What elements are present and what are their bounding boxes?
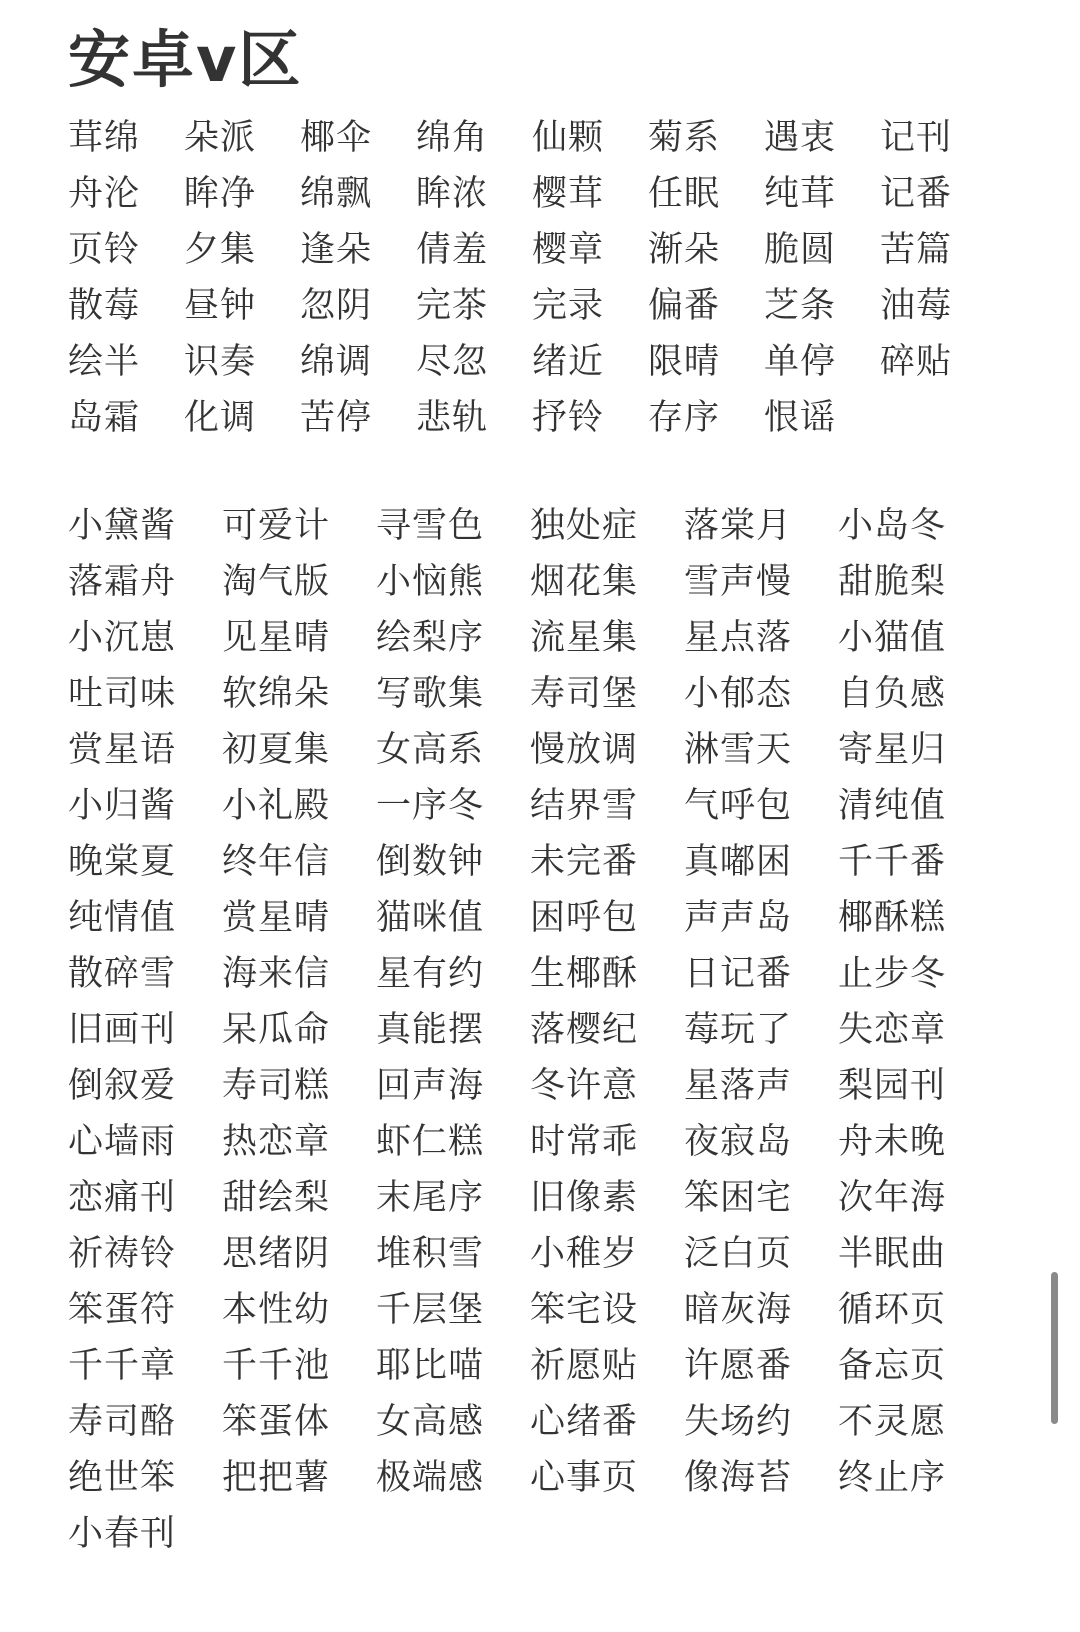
three-char-name-item: 暗灰海 [684, 1290, 793, 1330]
two-char-name-item: 绪近 [532, 342, 605, 382]
two-char-name-item: 倩羞 [416, 230, 489, 270]
two-char-name-item: 樱茸 [532, 174, 605, 214]
three-char-name-item: 小岛冬 [838, 506, 947, 546]
two-char-name-item: 限晴 [648, 342, 721, 382]
three-char-name-item: 甜绘梨 [222, 1178, 331, 1218]
three-char-name-item: 写歌集 [376, 674, 485, 714]
three-char-name-item: 心事页 [530, 1458, 639, 1498]
three-char-name-item: 女高系 [376, 730, 485, 770]
three-char-name-item: 祈愿贴 [530, 1346, 639, 1386]
two-char-name-item: 眸浓 [416, 174, 489, 214]
three-char-name-item: 终止序 [838, 1458, 947, 1498]
two-char-name-item: 记刊 [880, 118, 953, 158]
three-char-name-item: 赏星语 [68, 730, 177, 770]
three-char-name-item: 倒数钟 [376, 842, 485, 882]
three-char-name-item: 次年海 [838, 1178, 947, 1218]
two-char-name-item: 存序 [648, 398, 721, 438]
three-char-name-item: 淘气版 [222, 562, 331, 602]
vertical-scrollbar[interactable] [1051, 1272, 1058, 1424]
three-char-name-item: 热恋章 [222, 1122, 331, 1162]
two-char-name-item: 遇衷 [764, 118, 837, 158]
page-title: 安卓v区 [68, 23, 303, 96]
three-char-name-item: 许愿番 [684, 1346, 793, 1386]
two-char-name-grid [68, 110, 1028, 446]
three-char-name-item: 千千番 [838, 842, 947, 882]
three-char-name-item: 烟花集 [530, 562, 639, 602]
three-char-name-item: 千千章 [68, 1346, 177, 1386]
three-char-name-item: 纯情值 [68, 898, 177, 938]
three-char-name-item: 可爱计 [222, 506, 331, 546]
three-char-name-item: 小稚岁 [530, 1234, 639, 1274]
three-char-name-item: 小恼熊 [376, 562, 485, 602]
three-char-name-item: 失场约 [684, 1402, 793, 1442]
two-char-name-item: 芝条 [764, 286, 837, 326]
three-char-name-item: 回声海 [376, 1066, 485, 1106]
two-char-name-item: 完录 [532, 286, 605, 326]
three-char-name-item: 泛白页 [684, 1234, 793, 1274]
three-char-name-item: 寄星归 [838, 730, 947, 770]
three-char-name-item: 绘梨序 [376, 618, 485, 658]
three-char-name-item: 淋雪天 [684, 730, 793, 770]
two-char-name-item: 昼钟 [184, 286, 257, 326]
two-char-name-item: 油莓 [880, 286, 953, 326]
two-char-name-item: 椰伞 [300, 118, 373, 158]
three-char-name-item: 笨宅设 [530, 1290, 639, 1330]
three-char-name-item: 晚棠夏 [68, 842, 177, 882]
three-char-name-item: 堆积雪 [376, 1234, 485, 1274]
two-char-name-item: 绵飘 [300, 174, 373, 214]
three-char-name-item: 祈祷铃 [68, 1234, 177, 1274]
three-char-name-item: 小春刊 [68, 1514, 177, 1554]
two-char-name-item: 脆圆 [764, 230, 837, 270]
three-char-name-item: 真能摆 [376, 1010, 485, 1050]
two-char-name-item: 仙颗 [532, 118, 605, 158]
three-char-name-item: 清纯值 [838, 786, 947, 826]
three-char-name-item: 笨蛋符 [68, 1290, 177, 1330]
three-char-name-item: 寿司糕 [222, 1066, 331, 1106]
three-char-name-item: 舟未晚 [838, 1122, 947, 1162]
two-char-name-item: 抒铃 [532, 398, 605, 438]
three-char-name-item: 自负感 [838, 674, 947, 714]
three-char-name-item: 椰酥糕 [838, 898, 947, 938]
three-char-name-item: 心绪番 [530, 1402, 639, 1442]
three-char-name-item: 半眠曲 [838, 1234, 947, 1274]
three-char-name-item: 气呼包 [684, 786, 793, 826]
three-char-name-item: 见星晴 [222, 618, 331, 658]
three-char-name-item: 莓玩了 [684, 1010, 793, 1050]
three-char-name-item: 小沉崽 [68, 618, 177, 658]
name-list-page [68, 20, 1028, 1562]
three-char-name-item: 思绪阴 [222, 1234, 331, 1274]
three-char-name-item: 时常乖 [530, 1122, 639, 1162]
two-char-name-item: 化调 [184, 398, 257, 438]
three-char-name-item: 心墙雨 [68, 1122, 177, 1162]
three-char-name-item: 像海苔 [684, 1458, 793, 1498]
three-char-name-item: 流星集 [530, 618, 639, 658]
three-char-name-item: 星点落 [684, 618, 793, 658]
three-char-name-item: 把把薯 [222, 1458, 331, 1498]
three-char-name-item: 小黛酱 [68, 506, 177, 546]
three-char-name-item: 初夏集 [222, 730, 331, 770]
two-char-name-item: 散莓 [68, 286, 141, 326]
three-char-name-item: 声声岛 [684, 898, 793, 938]
two-char-name-item: 单停 [764, 342, 837, 382]
three-char-name-item: 女高感 [376, 1402, 485, 1442]
two-char-name-item: 悲轨 [416, 398, 489, 438]
three-char-name-item: 虾仁糕 [376, 1122, 485, 1162]
three-char-name-item: 极端感 [376, 1458, 485, 1498]
three-char-name-item: 恋痛刊 [68, 1178, 177, 1218]
three-char-name-item: 呆瓜命 [222, 1010, 331, 1050]
two-char-name-item: 苦停 [300, 398, 373, 438]
three-char-name-item: 末尾序 [376, 1178, 485, 1218]
three-char-name-item: 千千池 [222, 1346, 331, 1386]
three-char-name-item: 倒叙爱 [68, 1066, 177, 1106]
three-char-name-item: 冬许意 [530, 1066, 639, 1106]
three-char-name-item: 星落声 [684, 1066, 793, 1106]
three-char-name-item: 赏星晴 [222, 898, 331, 938]
three-char-name-grid [68, 498, 1028, 1562]
three-char-name-item: 寻雪色 [376, 506, 485, 546]
three-char-name-item: 雪声慢 [684, 562, 793, 602]
three-char-name-item: 耶比喵 [376, 1346, 485, 1386]
two-char-name-item: 完茶 [416, 286, 489, 326]
three-char-name-item: 星有约 [376, 954, 485, 994]
three-char-name-item: 甜脆梨 [838, 562, 947, 602]
two-char-name-item: 绵角 [416, 118, 489, 158]
two-char-name-item: 樱章 [532, 230, 605, 270]
three-char-name-item: 小郁态 [684, 674, 793, 714]
two-char-name-item: 夕集 [184, 230, 257, 270]
two-char-name-item: 偏番 [648, 286, 721, 326]
two-char-name-item: 苦篇 [880, 230, 953, 270]
two-char-name-item: 恨谣 [764, 398, 837, 438]
three-char-name-item: 真嘟困 [684, 842, 793, 882]
three-char-name-item: 寿司酪 [68, 1402, 177, 1442]
three-char-name-item: 梨园刊 [838, 1066, 947, 1106]
three-char-name-item: 生椰酥 [530, 954, 639, 994]
three-char-name-item: 软绵朵 [222, 674, 331, 714]
two-char-name-item: 菊系 [648, 118, 721, 158]
two-char-name-item: 渐朵 [648, 230, 721, 270]
three-char-name-item: 不灵愿 [838, 1402, 947, 1442]
three-char-name-item: 绝世笨 [68, 1458, 177, 1498]
three-char-name-item: 未完番 [530, 842, 639, 882]
three-char-name-item: 日记番 [684, 954, 793, 994]
two-char-name-item: 记番 [880, 174, 953, 214]
two-char-name-item: 识奏 [184, 342, 257, 382]
two-char-name-item: 尽忽 [416, 342, 489, 382]
three-char-name-item: 千层堡 [376, 1290, 485, 1330]
three-char-name-item: 一序冬 [376, 786, 485, 826]
three-char-name-item: 循环页 [838, 1290, 947, 1330]
two-char-name-item: 绘半 [68, 342, 141, 382]
three-char-name-item: 海来信 [222, 954, 331, 994]
three-char-name-item: 旧画刊 [68, 1010, 177, 1050]
three-char-name-item: 笨蛋体 [222, 1402, 331, 1442]
two-char-name-item: 碎贴 [880, 342, 953, 382]
two-char-name-item: 逢朵 [300, 230, 373, 270]
three-char-name-item: 小礼殿 [222, 786, 331, 826]
three-char-name-item: 结界雪 [530, 786, 639, 826]
two-char-name-item: 眸净 [184, 174, 257, 214]
two-char-name-item: 舟沦 [68, 174, 141, 214]
three-char-name-item: 困呼包 [530, 898, 639, 938]
three-char-name-item: 落樱纪 [530, 1010, 639, 1050]
two-char-name-item: 纯茸 [764, 174, 837, 214]
three-char-name-item: 散碎雪 [68, 954, 177, 994]
two-char-name-item: 岛霜 [68, 398, 141, 438]
three-char-name-item: 失恋章 [838, 1010, 947, 1050]
three-char-name-item: 猫咪值 [376, 898, 485, 938]
two-char-name-item: 绵调 [300, 342, 373, 382]
three-char-name-item: 落霜舟 [68, 562, 177, 602]
two-char-name-item: 朵派 [184, 118, 257, 158]
three-char-name-item: 备忘页 [838, 1346, 947, 1386]
three-char-name-item: 终年信 [222, 842, 331, 882]
three-char-name-item: 慢放调 [530, 730, 639, 770]
two-char-name-item: 忽阴 [300, 286, 373, 326]
three-char-name-item: 笨困宅 [684, 1178, 793, 1218]
two-char-name-item: 任眠 [648, 174, 721, 214]
two-char-name-item: 页铃 [68, 230, 141, 270]
two-char-name-item: 茸绵 [68, 118, 141, 158]
three-char-name-item: 旧像素 [530, 1178, 639, 1218]
three-char-name-item: 小猫值 [838, 618, 947, 658]
three-char-name-item: 夜寂岛 [684, 1122, 793, 1162]
three-char-name-item: 小归酱 [68, 786, 177, 826]
three-char-name-item: 止步冬 [838, 954, 947, 994]
three-char-name-item: 寿司堡 [530, 674, 639, 714]
three-char-name-item: 本性幼 [222, 1290, 331, 1330]
three-char-name-item: 落棠月 [684, 506, 793, 546]
three-char-name-item: 独处症 [530, 506, 639, 546]
three-char-name-item: 吐司味 [68, 674, 177, 714]
